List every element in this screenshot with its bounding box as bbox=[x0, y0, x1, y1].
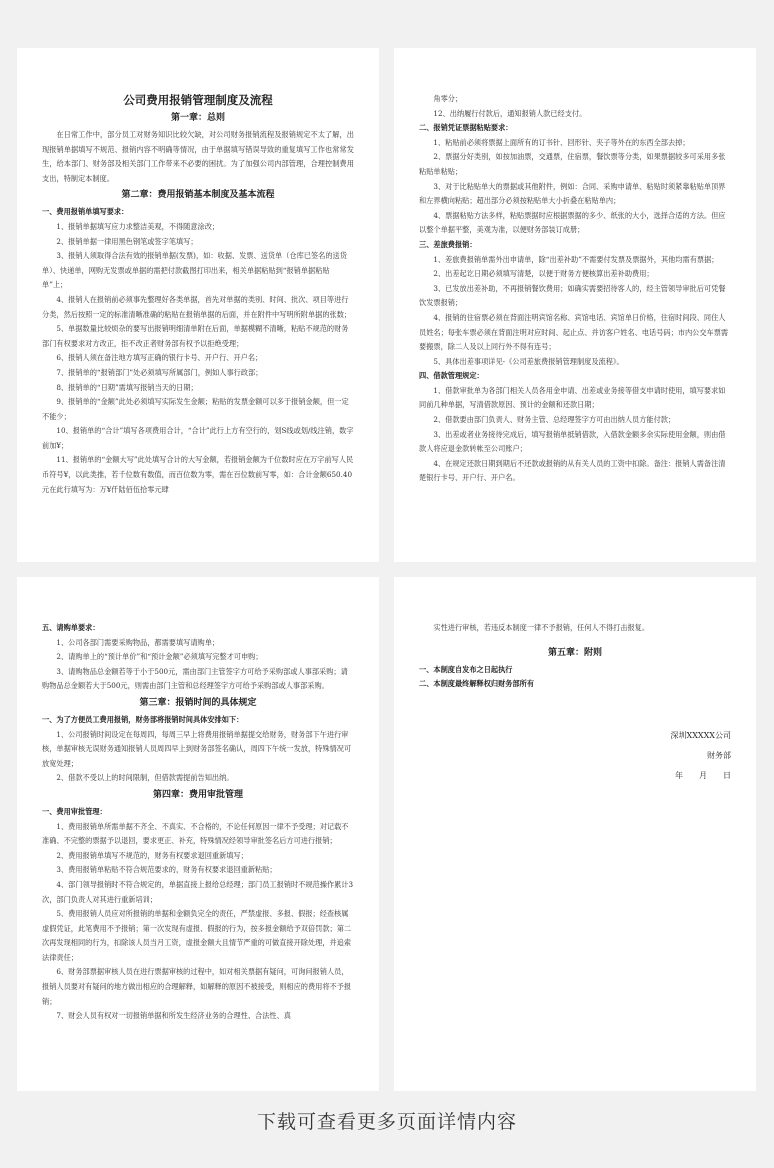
list-item: 12、出纳履行付款后，通知报销人款已经支付。 bbox=[433, 108, 587, 118]
list-item: 5、单据数量比较烦杂的要写出报销明细清单附在后面，单据模糊不清晰，粘贴不规范的财务部门有权要求对方改正，拒不改正者财务部有权予以拒绝受理； bbox=[42, 324, 349, 348]
chapter-heading: 第三章：报销时间的具体规定 bbox=[139, 697, 257, 708]
list-item: 3、已发放出差补助，不再报销餐饮费用；如确实需要招待客人的，经主管领导审批后可凭餐饮发票报销； bbox=[419, 283, 726, 308]
document-page-4 bbox=[394, 577, 756, 1091]
signature-department: 财务部 bbox=[707, 750, 731, 760]
rule-item: 二、本制度最终解释权归财务部所有 bbox=[419, 679, 535, 689]
chapter-heading: 第一章：总则 bbox=[170, 113, 225, 123]
list-item: 6、报销人须在备注地方填写正确的银行卡号、开户行、开户名； bbox=[56, 353, 263, 363]
list-item: 1、粘贴前必须将票据上面所有的订书针、回形针、夹子等外在的东西全部去掉； bbox=[433, 137, 690, 147]
list-item: 3、报销人须取得合法有效的报销单据(发票)，如：收据、发票、送货单（仓库已签名的送货单）、快递单，网购无发票或单据的需把付款截图打印出来，相关单据粘贴到“报销单据粘贴单”上； bbox=[42, 251, 347, 290]
list-item: 1、公司报销时间设定在每周四，每周三早上将费用报销单据提交给财务，财务部下午进行审核，单据审核无误财务通知报销人员周四早上到财务部签名确认，周四下午统一发放，特殊情况可放宽处理； bbox=[42, 729, 352, 768]
intro-paragraph: 在日常工作中，部分员工对财务知识比较欠缺，对公司财务报销流程及报销规定不太了解，出现报销单据填写不规范、报销内容不明确等情况，由于单据填写错误导致的重复填写工作也常常发生，给本部门、财务部及相关部门工作带来不必要的困扰。为了加强公司内部管理，合理控制费用支出，特制定本制度。 bbox=[42, 130, 354, 183]
list-item: 3、请购物品总金额若等于小于500元，需由部门主管签字方可给予采购部或人事部采购；请购物品总金额若大于500元，则需由部门主管和总经理签字方可给予采购部或人事部采购。 bbox=[42, 666, 348, 691]
list-item: 11、报销单的“金额大写”此处填写合计的大写金额，若报销金额为千位数时应在万字前写人民币符号¥，以此类推，若千位数有数值，而百位数为零，需在百位数前写零，如：合计金额650.40元在此行填写为：万¥仟陆佰伍拾零元肆 bbox=[42, 455, 354, 494]
section-heading: 三、差旅费报销： bbox=[419, 239, 477, 249]
list-item: 5、费用报销人员应对所报销的单据和金额负完全的责任，严禁虚报、多报、假报；经查核属虚假凭证，此笔费用不予报销；第一次发现有虚报、假报的行为，按多报金额给予双倍罚款；第二次再发现相同的行为，扣除该人员当月工资，虚报金额大且情节严重的可做直接开除处理，并追索法律责任； bbox=[42, 909, 352, 962]
list-item: 4、在规定还款日期到期后不还款或报销的从有关人员的工资中扣除。备注：报销人需备注清楚银行卡号、开户行、开户名。 bbox=[419, 458, 726, 483]
list-item: 2、出差起讫日期必须填写清楚，以便于财务方便核算出差补助费用； bbox=[433, 269, 654, 279]
list-item: 1、费用报销单所需单据不齐全、不真实、不合格的，不论任何原因一律不予受理；对记载不准确、不完整的票据予以退回，要求更正、补充，特殊情况经领导审批签名后方可进行报销； bbox=[42, 821, 349, 846]
document-page-3 bbox=[17, 577, 379, 1091]
chapter-heading: 第四章：费用审批管理 bbox=[152, 789, 243, 800]
section-heading: 二、报销凭证票据粘贴要求： bbox=[419, 123, 513, 133]
list-item: 4、报销人在报销前必须事先整理好各类单据，首先对单据的类别、时间、批次、项目等进行分类，然后按照一定的标准清晰准确的粘贴在报销单据的后面，并在附件中写明所附单据的张数； bbox=[42, 294, 352, 319]
list-item: 3、对于比粘贴单大的票据或其他附件，例如：合同、采购申请单、粘贴时须紧靠粘贴单顶界和左界横向粘贴；超出部分必须按粘贴单大小折叠在粘贴单内； bbox=[419, 181, 726, 206]
continued-line: 实性进行审核，若违反本制度一律不予报销，任何人不得打击报复。 bbox=[433, 623, 650, 632]
list-item: 2、报销单据一律用黑色钢笔或签字笔填写； bbox=[56, 236, 198, 246]
list-item: 8、报销单的“日期”需填写报销当天的日期； bbox=[56, 382, 198, 392]
list-item: 2、借款要由部门负责人、财务主管、总经理签字方可由出纳人员方能付款； bbox=[433, 415, 676, 425]
list-item: 6、财务部票据审核人员在进行票据审核的过程中，如对相关票据有疑问，可询问报销人员，报销人员要对有疑问的地方做出相应的合理解释，如解释的原因不被接受，则相应的费用将不予报销； bbox=[42, 967, 352, 1006]
list-item: 10、报销单的“合计”填写各项费用合计，“合计”此行上方有空行的，划S线或划/线注销，数字前加¥； bbox=[42, 426, 354, 450]
document-title: 公司费用报销管理制度及流程 bbox=[123, 93, 273, 107]
section-heading: 一、费用报销单填写要求： bbox=[42, 207, 129, 217]
section-heading: 五、请购单要求： bbox=[42, 623, 100, 632]
section-heading: 四、借款管理规定： bbox=[419, 371, 484, 381]
list-item: 4、票据粘贴方法多样，粘贴票据时应根据票据的多少、纸张的大小，选择合适的方法。但应以整个单据平整，美观为准，以便财务部装订成册； bbox=[419, 210, 726, 235]
list-item: 1、差旅费报销单需外出申请单，除“出差补助”不需要付发票及票据外，其他均需有票据； bbox=[433, 254, 719, 264]
signature-company: 深圳XXXXX公司 bbox=[670, 730, 731, 740]
continued-line: 角零分； bbox=[433, 94, 463, 103]
list-item: 1、公司各部门需要采购物品，都需要填写请购单； bbox=[56, 637, 220, 647]
list-item: 4、部门领导报销时不符合规定的，单据直接上报给总经理；部门员工报销时不规范操作累计3次，部门负责人对其进行重新培训； bbox=[42, 879, 354, 904]
signature-date: 年 月 日 bbox=[675, 770, 731, 780]
list-item: 4、报销的住宿票必须在背面注明宾馆名称、宾馆电话、宾馆单日价格，住宿时间段、同住人员姓名；每张车票必须在背面注明对应时间、起止点、并访客户姓名、电话号码；市内公交车票需要搬票，除二人及以上同行外不得有连号； bbox=[419, 312, 729, 352]
document-page-1 bbox=[17, 48, 379, 562]
chapter-heading: 第五章：附则 bbox=[547, 647, 602, 658]
list-item: 3、出差或者业务接待完成后，填写报销单抵销借款，入借款金额多余实际使用金额，则由借款人将应退金款转帐至公司账户； bbox=[419, 429, 726, 454]
download-caption: 下载可查看更多页面详情内容 bbox=[256, 1111, 517, 1133]
list-item: 2、借款不受以上的时间限制，但借款需提前告知出纳。 bbox=[56, 773, 234, 783]
list-item: 7、财会人员有权对一切报销单据和所发生经济业务的合理性、合法性、真 bbox=[56, 1011, 291, 1021]
list-item: 1、报销单据填写应力求整洁美观，不得随意涂改； bbox=[56, 221, 220, 231]
section-heading: 一、费用审批管理： bbox=[42, 806, 107, 816]
list-item: 5、具体出差事项详见-《公司差旅费报销管理制度及流程》。 bbox=[433, 356, 624, 366]
chapter-heading: 第二章：费用报销基本制度及基本流程 bbox=[121, 190, 275, 201]
document-page-2 bbox=[394, 48, 756, 562]
list-item: 2、票据分好类别，如按加油票，交通票，住宿票，餐饮票等分类，如果票据较多可采用多张粘贴单粘贴； bbox=[419, 152, 726, 176]
list-item: 7、报销单的“报销部门”处必须填写所属部门，例如人事行政部； bbox=[56, 367, 263, 377]
list-item: 3、费用报销单粘贴不符合规范要求的，财务有权要求退回重新粘贴； bbox=[56, 865, 277, 875]
section-heading: 一、为了方便员工费用报销，财务部将报销时间具体安排如下： bbox=[42, 714, 244, 724]
list-item: 1、借款审批单为各部门相关人员各用金申请、出差或业务接等借支申请时使用，填写要求如同前几种单据，写清借款原因、预计的金额和还款日期； bbox=[419, 385, 726, 410]
list-item: 2、请购单上的“预计单价”和“预计金额”必须填写完整才可申购； bbox=[56, 652, 263, 662]
list-item: 9、报销单的“金额”此处必须填写实际发生金额；粘贴的发票金额可以多于报销金额，但一定不能少； bbox=[42, 397, 349, 421]
rule-item: 一、本制度自发布之日起执行 bbox=[419, 664, 513, 674]
list-item: 2、费用报销单填写不规范的，财务有权要求退回重新填写； bbox=[56, 850, 248, 860]
